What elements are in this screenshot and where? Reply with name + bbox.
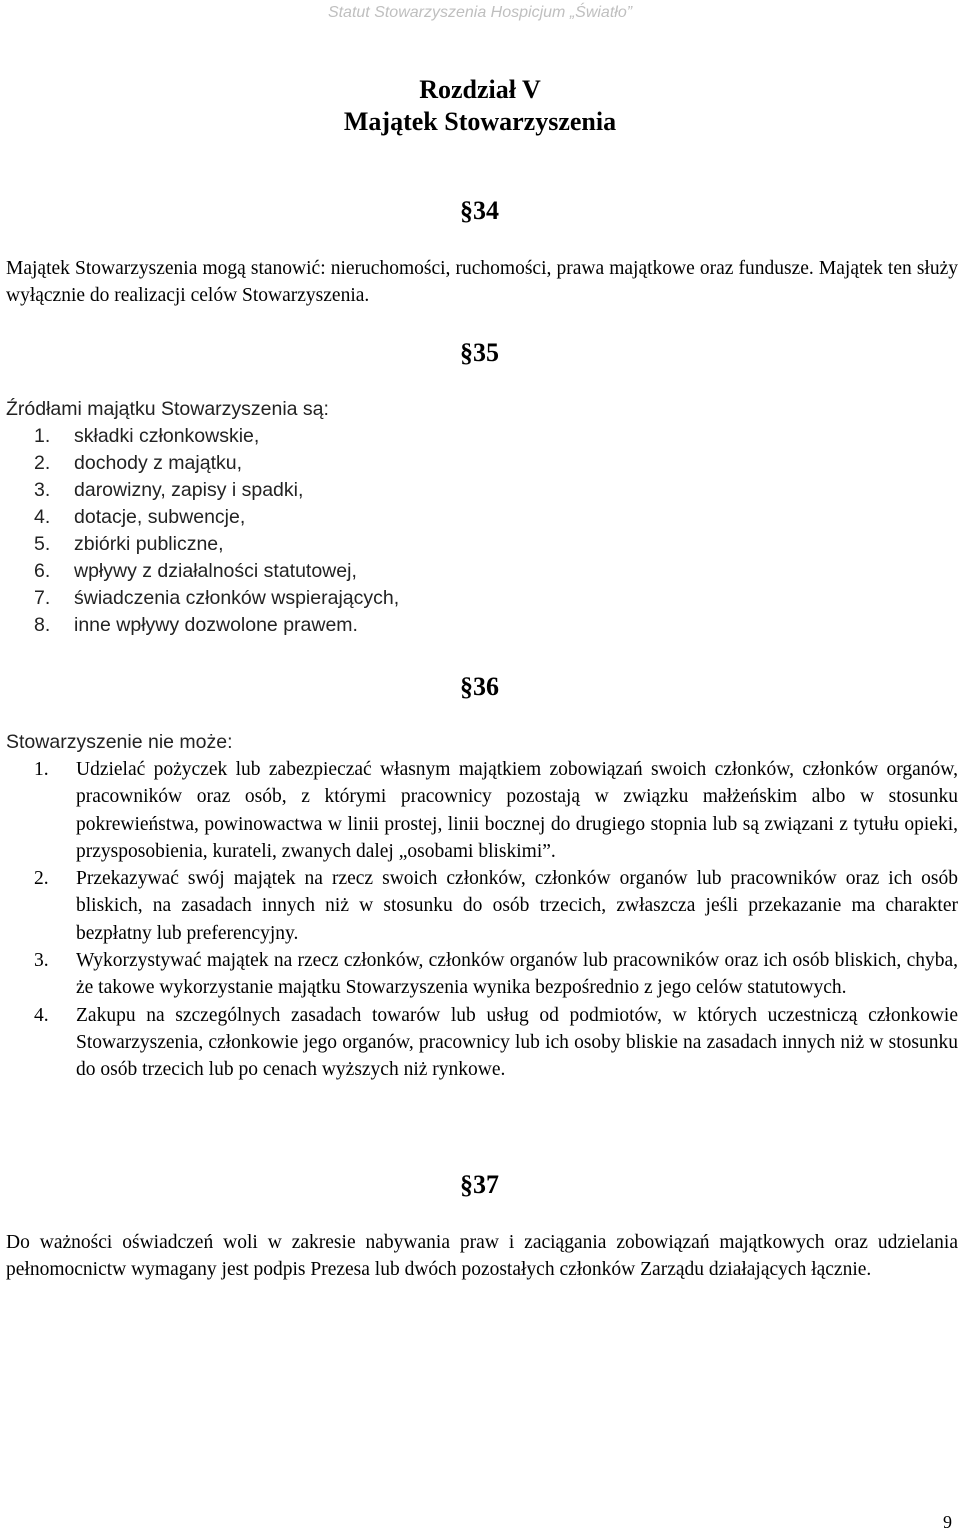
section-mark-34: §34 [460, 196, 499, 225]
list-item: 8. inne wpływy dozwolone prawem. [34, 614, 358, 636]
section-35-intro: Źródłami majątku Stowarzyszenia są: [6, 398, 329, 420]
list-item: 1. składki członkowskie, [34, 425, 260, 447]
list-item: 7. świadczenia członków wspierających, [34, 587, 400, 609]
chapter-title: Majątek Stowarzyszenia [343, 107, 617, 136]
section-mark-37: §37 [460, 1170, 499, 1199]
section-36-intro: Stowarzyszenie nie może: [6, 731, 233, 753]
list-item: 1. Udzielać pożyczek lub zabezpieczać własnym majątkiem zobowiązań swoich członków, członków organów, pracowników oraz osób, z którymi pracownicy pozostają w związku małżeńskim albo w stosunku pokrewieństwa, powinowactwa w linii prostej, linii bocznej do drugiego stopnia lub są związani z tytułu opieki, przysposobienia, kurateli, zwanych dalej „osobami bliskimi”. [34, 759, 958, 862]
section-mark-35: §35 [460, 338, 499, 367]
chapter-heading [0, 74, 960, 138]
list-item: 4. Zakupu na szczególnych zasadach towarów lub usług od podmiotów, w których uczestniczą członkowie Stowarzyszenia, członkowie jego organów, pracownicy lub ich osoby bliskie na zasadach innych niż w stosunku do osób trzecich lub po cenach wyższych niż rynkowe. [34, 1004, 958, 1081]
list-item: 6. wpływy z działalności statutowej, [34, 560, 357, 582]
list-item: 5. zbiórki publiczne, [34, 533, 224, 555]
list-item: 2. dochody z majątku, [34, 452, 243, 474]
list-item: 3. darowizny, zapisy i spadki, [34, 479, 304, 501]
list-item: 3. Wykorzystywać majątek na rzecz członków, członków organów lub pracowników oraz ich osób bliskich, chyba, że takowe wykorzystanie majątku Stowarzyszenia wynika bezpośrednio z jego celów statutowych. [34, 950, 958, 999]
chapter-number: Rozdział V [419, 75, 541, 104]
list-item: 4. dotacje, subwencje, [34, 506, 246, 528]
section-34-text: Majątek Stowarzyszenia mogą stanowić: nieruchomości, ruchomości, prawa majątkowe oraz fundusze. Majątek ten służy wyłącznie do realizacji celów Stowarzyszenia. [6, 258, 958, 306]
list-item: 2. Przekazywać swój majątek na rzecz swoich członków, członków organów lub pracowników oraz ich osób bliskich, na zasadach innych niż w stosunku do osób trzecich, zwłaszcza jeśli przekazanie ma charakter bezpłatny lub preferencyjny. [34, 868, 958, 944]
section-mark-36: §36 [460, 672, 499, 701]
running-header: Statut Stowarzyszenia Hospicjum „Światło” [327, 4, 633, 21]
section-37-text: Do ważności oświadczeń woli w zakresie nabywania praw i zaciągania zobowiązań majątkowych oraz udzielania pełnomocnictw wymagany jest podpis Prezesa lub dwóch pozostałych członków Zarządu działających łącznie. [6, 1232, 958, 1280]
income-sources-list [34, 423, 399, 639]
prohibitions-list [34, 756, 958, 1084]
page-number: 9 [943, 1512, 952, 1532]
